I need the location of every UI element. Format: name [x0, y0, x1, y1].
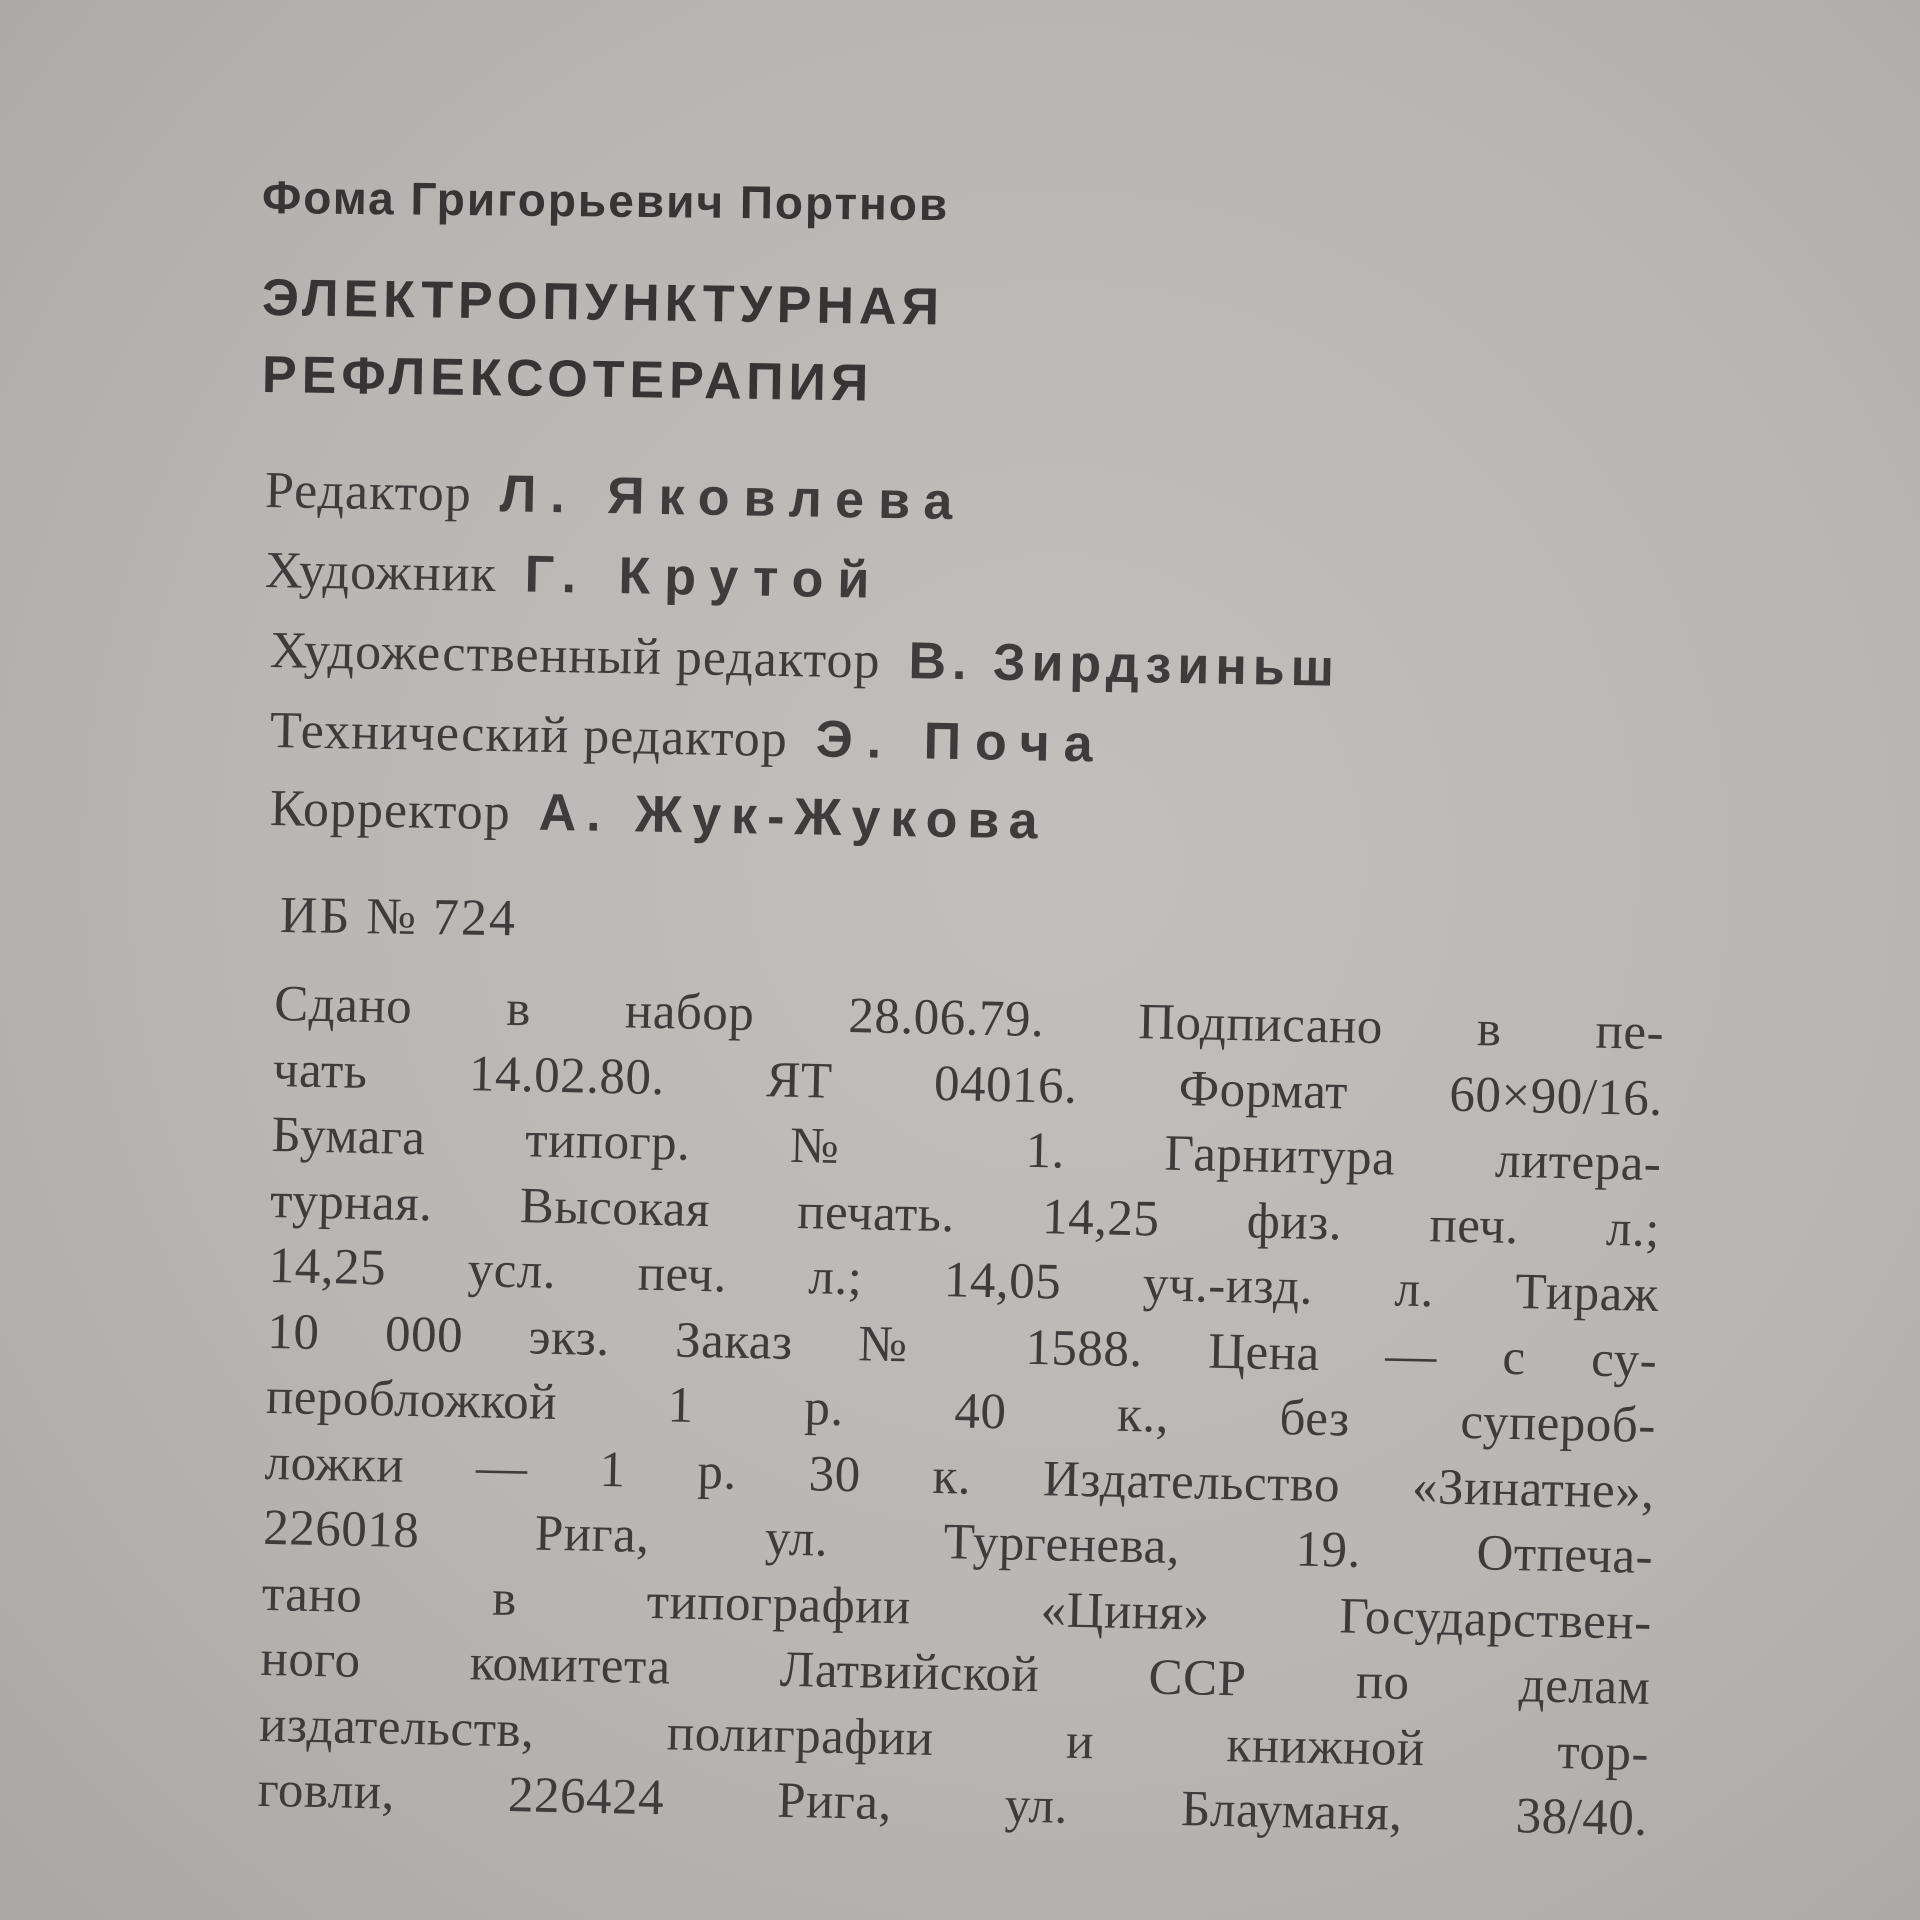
imprint-line: говли, 226424 Рига, ул. Блауманя, 38/40. [257, 1761, 1649, 1847]
imprint-line: чать 14.02.80. ЯТ 04016. Формат 60×90/16. [272, 1041, 1664, 1127]
credit-role: Художественный редактор [269, 622, 881, 690]
credit-person: В. Зирдзиньш [907, 632, 1341, 698]
imprint-line: 226018 Рига, ул. Тургенева, 19. Отпеча- [262, 1499, 1654, 1585]
imprint-line: Бумага типогр. № 1. Гарнитура литера- [271, 1106, 1662, 1193]
imprint-paragraph [257, 972, 1665, 1852]
credit-role: Технический редактор [269, 702, 789, 769]
imprint-line: перобложкой 1 р. 40 к., без супероб- [265, 1368, 1657, 1455]
credit-art-editor [269, 620, 1340, 699]
imprint-line: Сдано в набор 28.06.79. Подписано в пе- [273, 975, 1665, 1062]
credit-person: Э. Поча [815, 710, 1108, 774]
imprint-line: турная. Высокая печать. 14,25 физ. печ. л.; [269, 1172, 1661, 1258]
credit-person: Г. Крутой [524, 545, 884, 610]
ib-number: ИБ № 724 [279, 887, 518, 948]
credit-editor [264, 460, 966, 532]
credit-artist [264, 540, 883, 611]
book-title-line-1: ЭЛЕКТРОПУНКТУРНАЯ [261, 269, 945, 337]
credit-person: А. Жук-Жукова [538, 783, 1049, 851]
credit-role: Корректор [269, 780, 512, 842]
imprint-line: 10 000 экз. Заказ № 1588. Цена — с су- [266, 1303, 1658, 1389]
credit-role: Редактор [264, 462, 473, 523]
credit-person: Л. Яковлева [499, 465, 967, 532]
credit-technical-editor [269, 700, 1107, 775]
imprint-line: 14,25 усл. печ. л.; 14,05 уч.-изд. л. Тираж [268, 1237, 1660, 1324]
author-name: Фома Григорьевич Портнов [261, 171, 950, 231]
imprint-line: ного комитета Латвийской ССР по делам [260, 1630, 1651, 1716]
book-title-line-2: РЕФЛЕКСОТЕРАПИЯ [261, 346, 874, 413]
credit-proofreader [269, 778, 1048, 852]
credit-role: Художник [264, 542, 498, 604]
imprint-line: издательств, полиграфии и книжной тор- [258, 1696, 1650, 1782]
imprint-line: тано в типографии «Циня» Государствен- [261, 1565, 1653, 1651]
imprint-line: ложки — 1 р. 30 к. Издательство «Зинатне», [264, 1434, 1656, 1520]
